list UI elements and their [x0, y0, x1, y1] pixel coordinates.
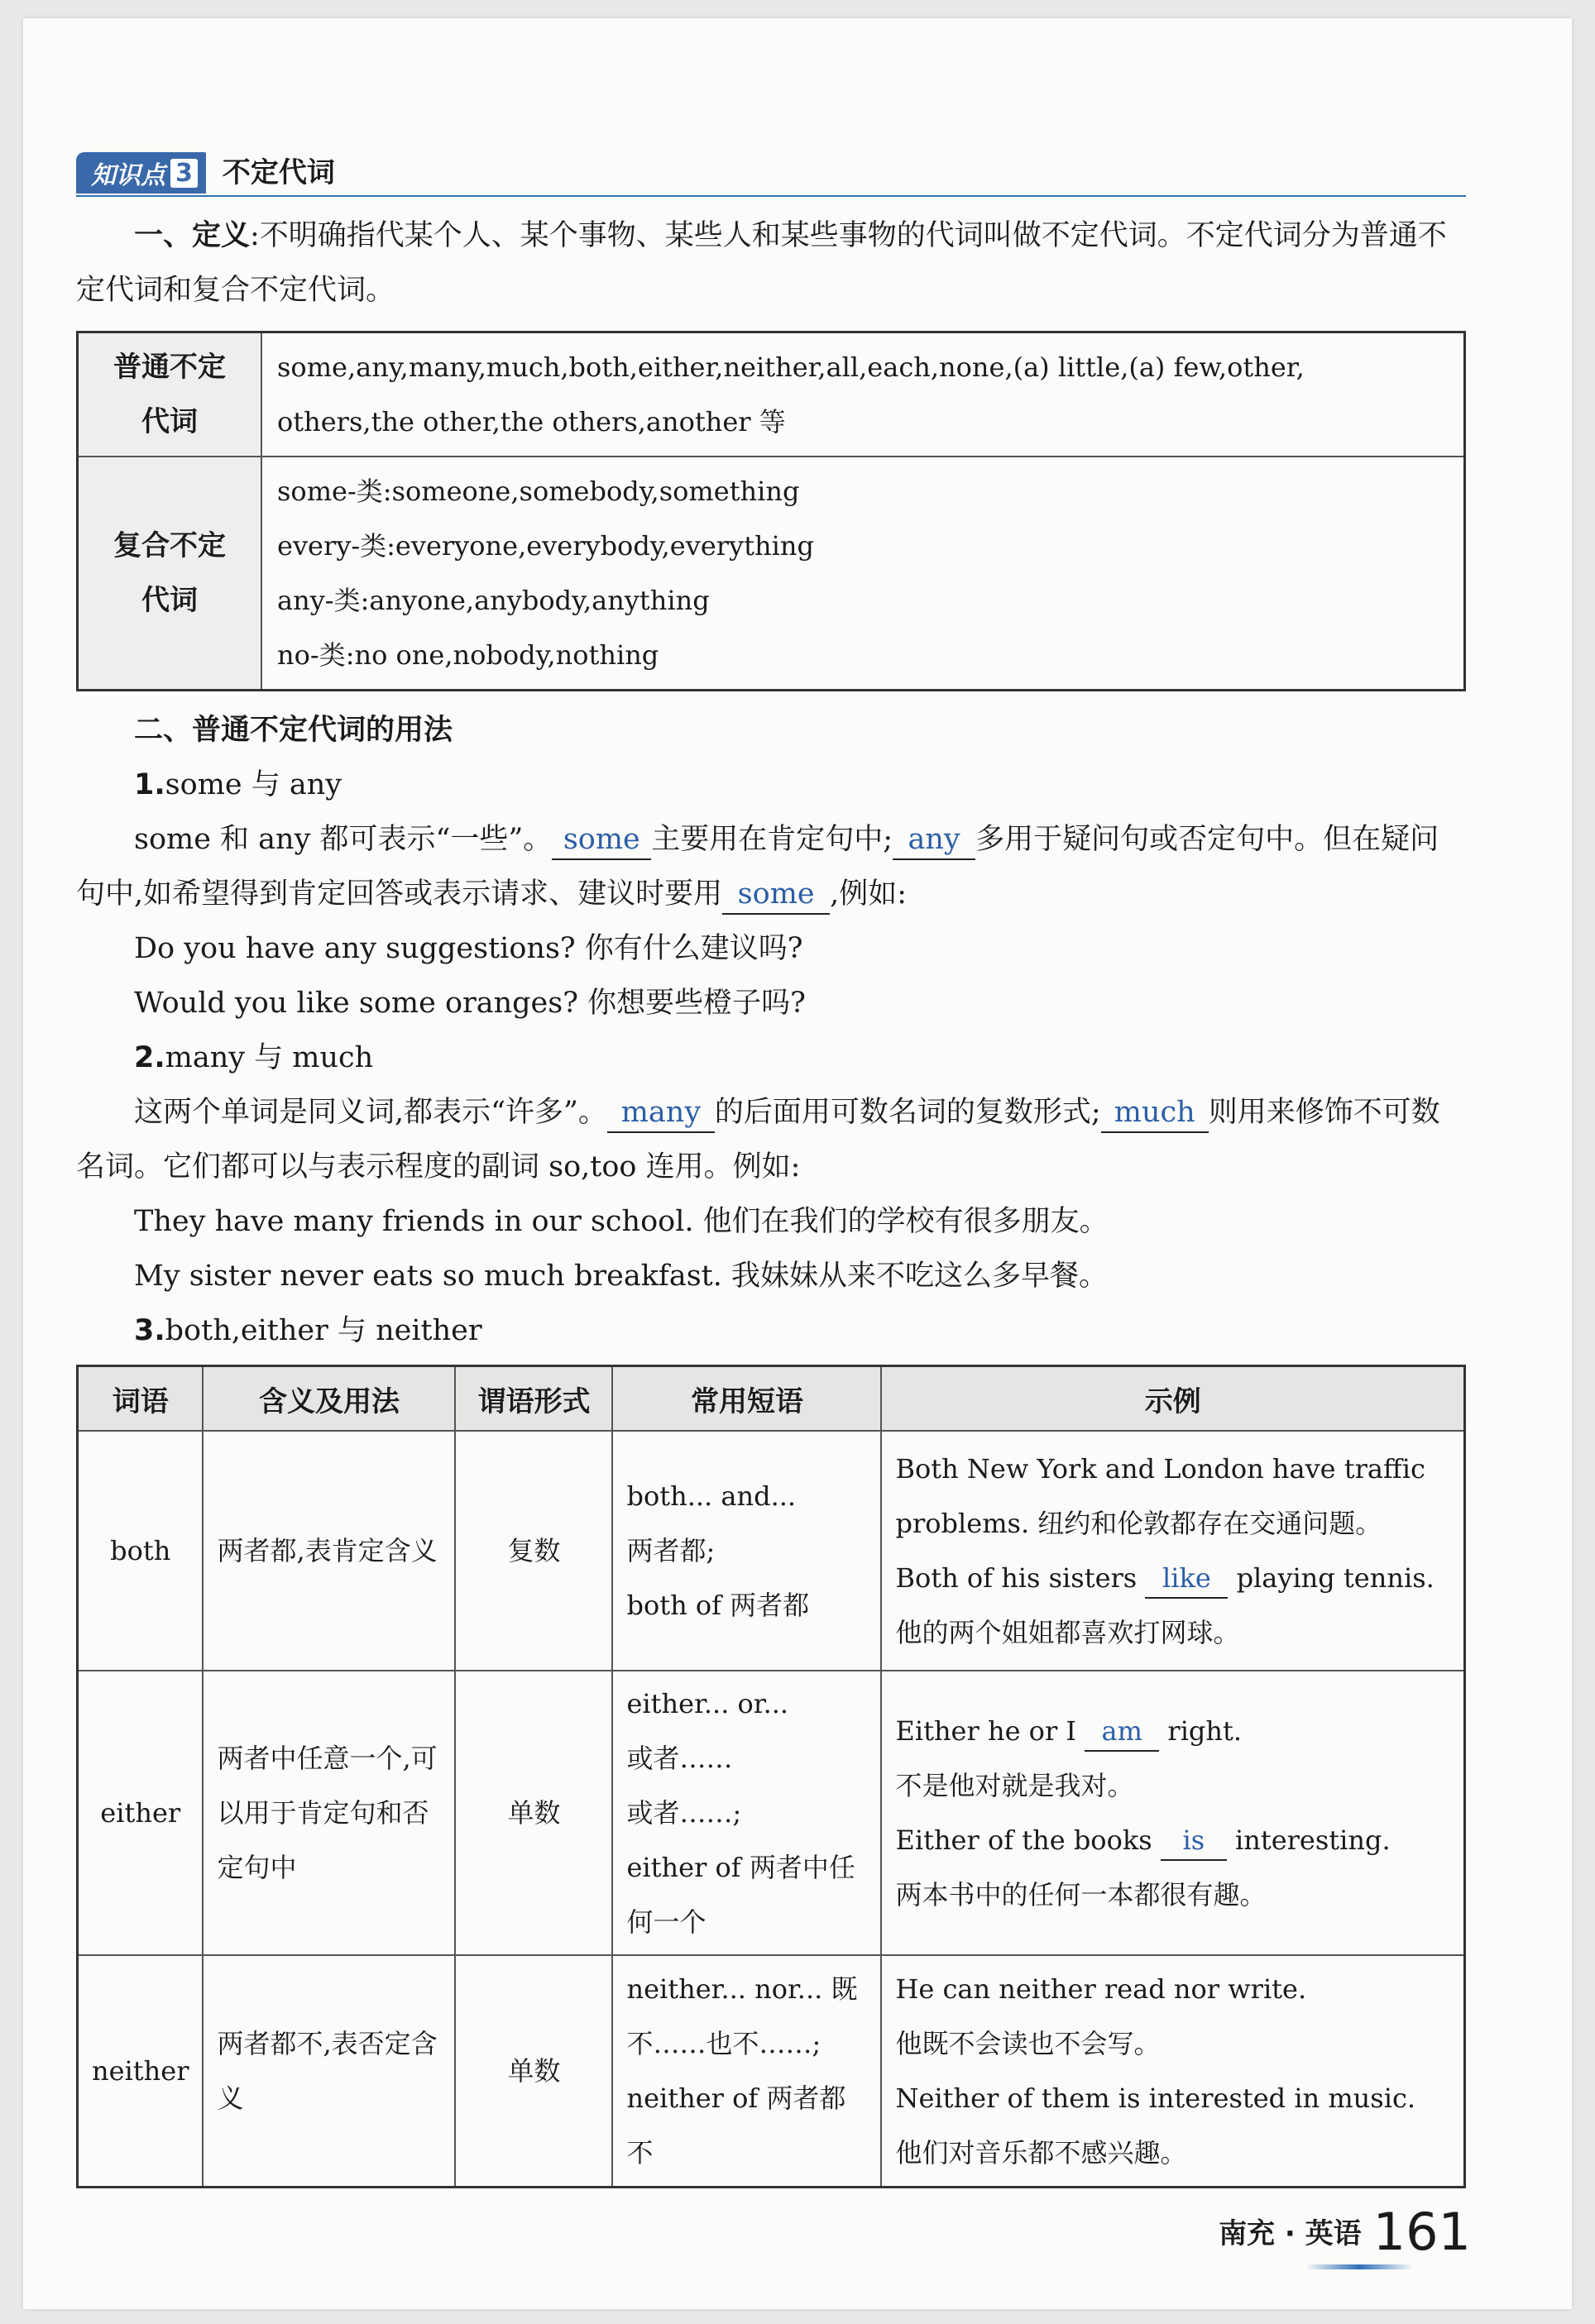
footer-label: 南充 · 英语 — [1219, 2217, 1362, 2250]
answer-blank: some — [552, 820, 651, 860]
col-header: 含义及用法 — [203, 1366, 455, 1432]
example-cell: Both New York and London have traffic problems. 纽约和伦敦都存在交通问题。 Both of his sisters like playing tennis. 他的两个姐姐都喜欢打网球。 — [881, 1431, 1464, 1671]
list-line: any-类:anyone,anybody,anything — [277, 585, 710, 616]
table-row — [78, 1671, 1465, 1955]
page-number: 161 — [1372, 2202, 1471, 2262]
form-cell: 单数 — [455, 1671, 612, 1955]
answer-blank: is — [1161, 1821, 1227, 1861]
subsection-title: 2.many 与 much — [134, 1041, 374, 1074]
example-sentence: They have many friends in our school. 他们在我们的学校有很多朋友。 — [134, 1205, 1109, 1238]
definition-text: :不明确指代某个人、某个事物、某些人和某些事物的代词叫做不定代词。不定代词分为普通不定代词和复合不定代词。 — [76, 219, 1447, 307]
list-line: some-类:someone,somebody,something — [277, 476, 800, 507]
list-line: others,the other,the others,another 等 — [277, 406, 786, 438]
col-header: 常用短语 — [612, 1366, 881, 1432]
answer-blank: like — [1145, 1559, 1228, 1599]
example-cell: He can neither read nor write. 他既不会读也不会写。 Neither of them is interested in music. 他们对音乐都不感兴趣。 — [881, 1955, 1464, 2187]
page-footer — [1219, 2202, 1471, 2262]
definition-paragraph — [76, 208, 1466, 318]
paragraph: 这两个单词是同义词,都表示“许多”。 many 的后面用可数名词的复数形式; much 则用来修饰不可数名词。它们都可以与表示程度的副词 so,too 连用。例如: — [76, 1085, 1466, 1194]
subsection-title: 1.some 与 any — [134, 768, 342, 801]
definition-heading: 一、定义 — [134, 219, 251, 252]
table-header-row — [78, 1366, 1465, 1432]
answer-blank: some — [722, 875, 830, 915]
subsection-title: 3.both,either 与 neither — [134, 1314, 482, 1347]
example-sentence: Would you like some oranges? 你想要些橙子吗? — [134, 987, 806, 1020]
table-row — [78, 332, 1465, 457]
row-label-compound: 复合不定代词 — [78, 457, 262, 691]
phrases-cell: neither... nor... 既不……也不……; neither of 两者都不 — [612, 1955, 881, 2187]
example-sentence: Do you have any suggestions? 你有什么建议吗? — [134, 932, 803, 965]
table-row — [78, 1955, 1465, 2187]
form-cell: 单数 — [455, 1955, 612, 2187]
answer-blank: much — [1101, 1093, 1209, 1133]
answer-blank: any — [893, 820, 975, 860]
list-line: some,any,many,much,both,either,neither,all,each,none,(a) little,(a) few,other, — [277, 351, 1305, 383]
paragraph: some 和 any 都可表示“一些”。 some 主要用在肯定句中; any 多用于疑问句或否定句中。但在疑问句中,如希望得到肯定回答或表示请求、建议时要用 some ,例如: — [76, 812, 1466, 921]
section-title: 不定代词 — [222, 156, 335, 189]
table-row — [78, 457, 1465, 691]
col-header: 谓语形式 — [455, 1366, 612, 1432]
word-cell: neither — [78, 1955, 204, 2187]
badge-number: 3 — [170, 159, 198, 188]
badge-label: 知识点 — [91, 161, 165, 190]
example-cell: Either he or I am right. 不是他对就是我对。 Either of the books is interesting. 两本书中的任何一本都很有趣。 — [881, 1671, 1464, 1955]
answer-blank: many — [607, 1093, 715, 1133]
meaning-cell: 两者都,表肯定含义 — [203, 1431, 455, 1671]
footer-decoration — [1305, 2264, 1413, 2269]
form-cell: 复数 — [455, 1431, 612, 1671]
example-sentence: My sister never eats so much breakfast. 我妹妹从来不吃这么多早餐。 — [134, 1260, 1108, 1293]
row-value-common — [261, 332, 1465, 457]
meaning-cell: 两者中任意一个,可以用于肯定句和否定句中 — [203, 1671, 455, 1955]
phrases-cell: both... and... 两者都; both of 两者都 — [612, 1431, 881, 1671]
row-label-common: 普通不定代词 — [78, 332, 262, 457]
pronoun-types-table — [76, 331, 1466, 691]
section-header — [76, 146, 1466, 197]
row-value-compound — [261, 457, 1465, 691]
list-line: every-类:everyone,everybody,everything — [277, 530, 814, 562]
word-cell: either — [78, 1671, 204, 1955]
list-line: no-类:no one,nobody,nothing — [277, 639, 659, 671]
content — [76, 146, 1466, 2188]
knowledge-point-badge — [76, 152, 206, 194]
phrases-cell: either... or... 或者…… 或者……; either of 两者中任何一个 — [612, 1671, 881, 1955]
answer-blank: am — [1085, 1712, 1159, 1752]
meaning-cell: 两者都不,表否定含义 — [203, 1955, 455, 2187]
col-header: 示例 — [881, 1366, 1464, 1432]
table-row — [78, 1431, 1465, 1671]
col-header: 词语 — [78, 1366, 204, 1432]
both-either-neither-table — [76, 1365, 1466, 2188]
section2-heading: 二、普通不定代词的用法 — [134, 714, 453, 747]
word-cell: both — [78, 1431, 204, 1671]
